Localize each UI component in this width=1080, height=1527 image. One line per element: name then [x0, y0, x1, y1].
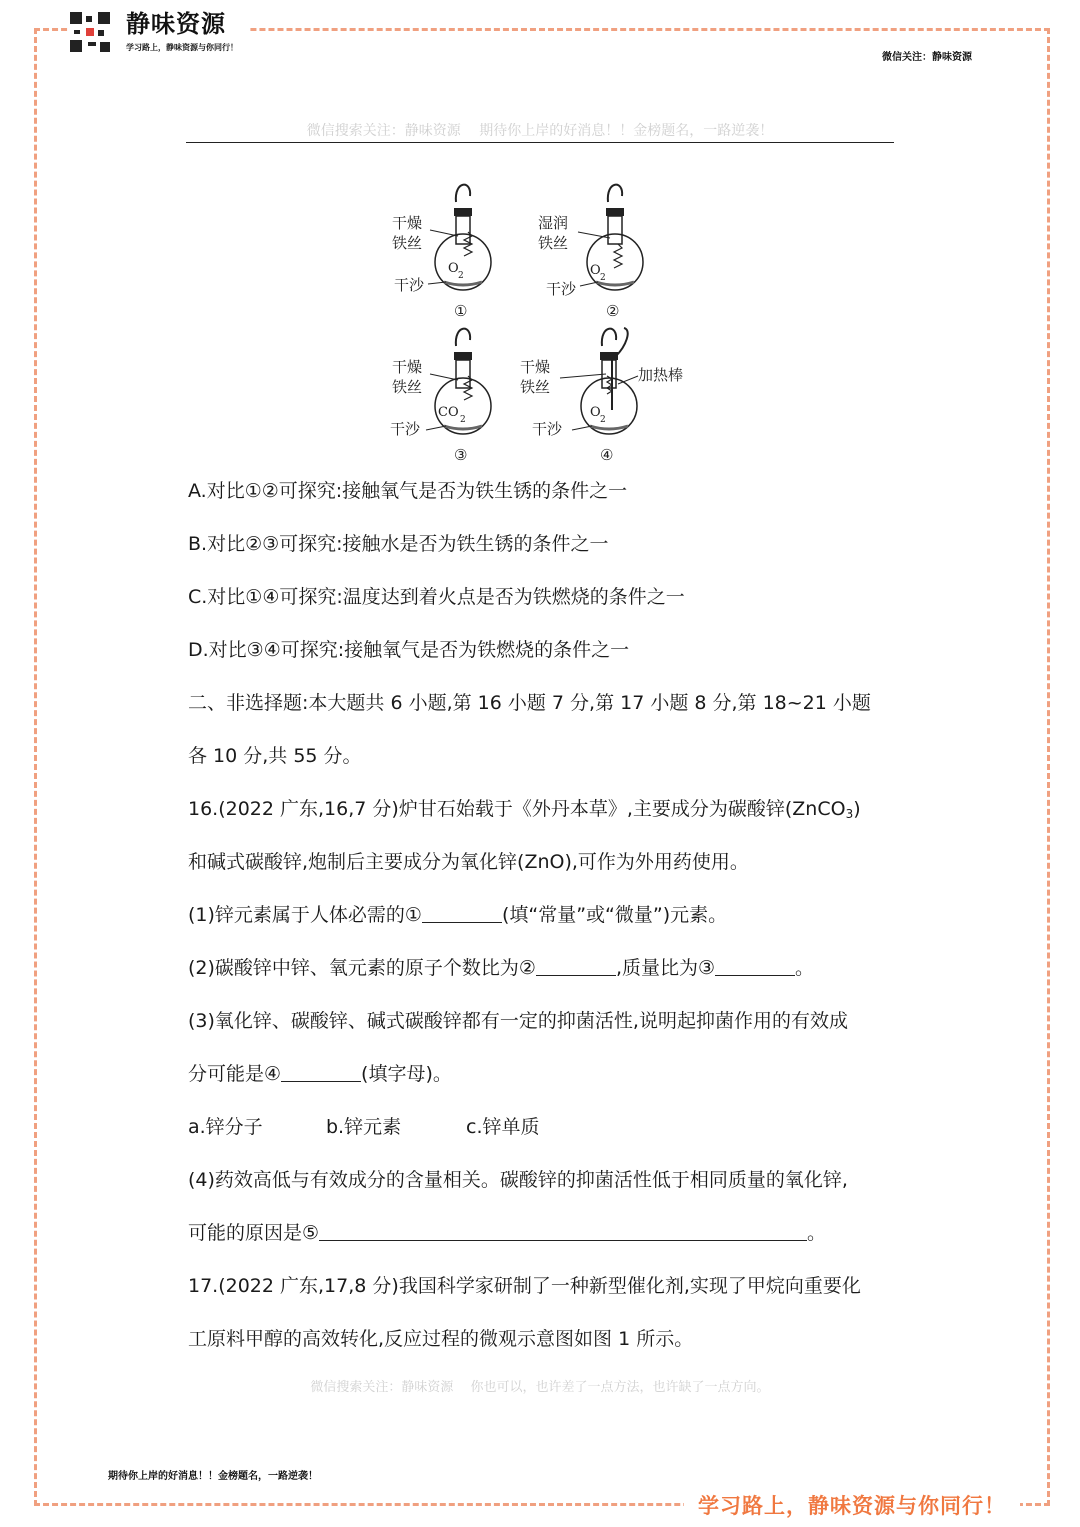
flask-1-gas-sub: 2	[458, 271, 464, 281]
flask-4-heater-label: 加热棒	[638, 366, 684, 384]
q16-part4-line1: (4)药效高低与有效成分的含量相关。碳酸锌的抑菌活性低于相同质量的氧化锌,	[188, 1169, 848, 1191]
flask-1-number: ①	[454, 302, 468, 320]
q16-part4-line2	[188, 1207, 894, 1260]
iron-experiment-figure	[380, 170, 710, 470]
flask-2-wire-label: 湿润	[538, 214, 569, 232]
answer-blank-4[interactable]	[281, 1063, 361, 1082]
flask-1-wire-label-2: 铁丝	[392, 234, 423, 252]
flask-2-wire-label-2: 铁丝	[538, 234, 569, 252]
q16-part2-a: (2)碳酸锌中锌、氧元素的原子个数比为②	[188, 957, 536, 979]
flask-3-wire-label-2: 铁丝	[392, 378, 423, 396]
answer-blank-2[interactable]	[536, 957, 616, 976]
flask-1-wire-label: 干燥	[392, 214, 423, 232]
flask-3-gas: CO	[438, 405, 459, 420]
choice-b: b.锌元素	[326, 1116, 402, 1138]
option-d: D.对比③④可探究:接触氧气是否为铁燃烧的条件之一	[188, 639, 630, 661]
q16-part1	[188, 889, 894, 942]
flask-3	[390, 329, 491, 464]
flask-4-wire-label-2: 铁丝	[520, 378, 551, 396]
header-rule	[186, 142, 894, 143]
flask-2-sand-label: 干沙	[546, 280, 577, 298]
flask-1	[392, 185, 491, 320]
header-brand	[70, 10, 250, 58]
q16-choices	[188, 1101, 894, 1154]
flask-3-sand-label: 干沙	[390, 420, 421, 438]
flask-3-gas-sub: 2	[460, 415, 466, 425]
choice-a: a.锌分子	[188, 1116, 263, 1138]
flask-4	[520, 328, 683, 464]
flask-4-number: ④	[600, 446, 614, 464]
footer-slogan: 学习路上，静味资源与你同行！	[684, 1490, 1020, 1520]
qr-code-icon	[70, 12, 110, 52]
wechat-follow-text: 微信关注：静味资源	[882, 52, 972, 63]
section2-heading: 二、非选择题:本大题共 6 小题,第 16 小题 7 分,第 17 小题 8 分,第 18~21 小题	[188, 692, 871, 714]
flask-1-gas: O	[448, 261, 459, 276]
q17-stem-2: 工原料甲醇的高效转化,反应过程的微观示意图如图 1 所示。	[188, 1328, 694, 1350]
answer-blank-3[interactable]	[715, 957, 795, 976]
q16-part3-line2	[188, 1048, 894, 1101]
q16-part2	[188, 942, 894, 995]
q17-stem-1: 17.(2022 广东,17,8 分)我国科学家研制了一种新型催化剂,实现了甲烷向重要化	[188, 1275, 861, 1297]
q16-part3-b: (填字母)。	[361, 1063, 452, 1085]
flask-4-gas: O	[590, 405, 601, 420]
q16-part1-b: (填“常量”或“微量”)元素。	[501, 904, 728, 926]
q16-part3-line1: (3)氧化锌、碳酸锌、碱式碳酸锌都有一定的抑菌活性,说明起抑菌作用的有效成	[188, 1010, 848, 1032]
answer-blank-1[interactable]	[422, 904, 502, 923]
option-c: C.对比①④可探究:温度达到着火点是否为铁燃烧的条件之一	[188, 586, 685, 608]
flask-1-sand-label: 干沙	[394, 276, 425, 294]
q16-subscript: 3	[845, 807, 854, 821]
watermark-bottom: 微信搜索关注：静味资源 你也可以，也许差了一点方法，也许缺了一点方向。	[310, 1380, 770, 1395]
flask-3-wire-label: 干燥	[392, 358, 423, 376]
q16-stem-1	[188, 783, 894, 836]
brand-title: 静味资源	[126, 9, 226, 38]
brand-slogan: 学习路上，静味资源与你同行！	[126, 43, 238, 52]
option-a: A.对比①②可探究:接触氧气是否为铁生锈的条件之一	[188, 480, 628, 502]
footer-left-text: 期待你上岸的好消息！！金榜题名，一路逆袭！	[108, 1471, 318, 1482]
q16-stem-1a: 16.(2022 广东,16,7 分)炉甘石始载于《外丹本草》,主要成分为碳酸锌(ZnCO	[188, 798, 846, 820]
flask-4-wire-label: 干燥	[520, 358, 551, 376]
question-content	[188, 465, 894, 1366]
section2-heading-2: 各 10 分,共 55 分。	[188, 745, 362, 767]
flask-2-number: ②	[606, 302, 620, 320]
flask-2-gas-sub: 2	[600, 273, 606, 283]
q16-part2-c: 。	[795, 957, 815, 979]
q16-part3-a: 分可能是④	[188, 1063, 282, 1085]
q16-part4-b: 。	[807, 1222, 827, 1244]
choice-c: c.锌单质	[466, 1116, 540, 1138]
flask-3-number: ③	[454, 446, 468, 464]
flask-2	[538, 185, 643, 320]
answer-blank-5[interactable]	[319, 1222, 807, 1241]
flask-4-sand-label: 干沙	[532, 420, 563, 438]
q16-part2-b: ,质量比为③	[615, 957, 716, 979]
q16-part1-a: (1)锌元素属于人体必需的①	[188, 904, 422, 926]
flask-2-gas: O	[590, 263, 601, 278]
flask-4-gas-sub: 2	[600, 415, 606, 425]
watermark-top: 微信搜索关注：静味资源 期待你上岸的好消息！！金榜题名，一路逆袭！	[306, 123, 774, 139]
q16-stem-1b: )	[853, 798, 861, 820]
option-b: B.对比②③可探究:接触水是否为铁生锈的条件之一	[188, 533, 609, 555]
q16-part4-a: 可能的原因是⑤	[188, 1222, 320, 1244]
q16-stem-2: 和碱式碳酸锌,炮制后主要成分为氧化锌(ZnO),可作为外用药使用。	[188, 851, 749, 873]
